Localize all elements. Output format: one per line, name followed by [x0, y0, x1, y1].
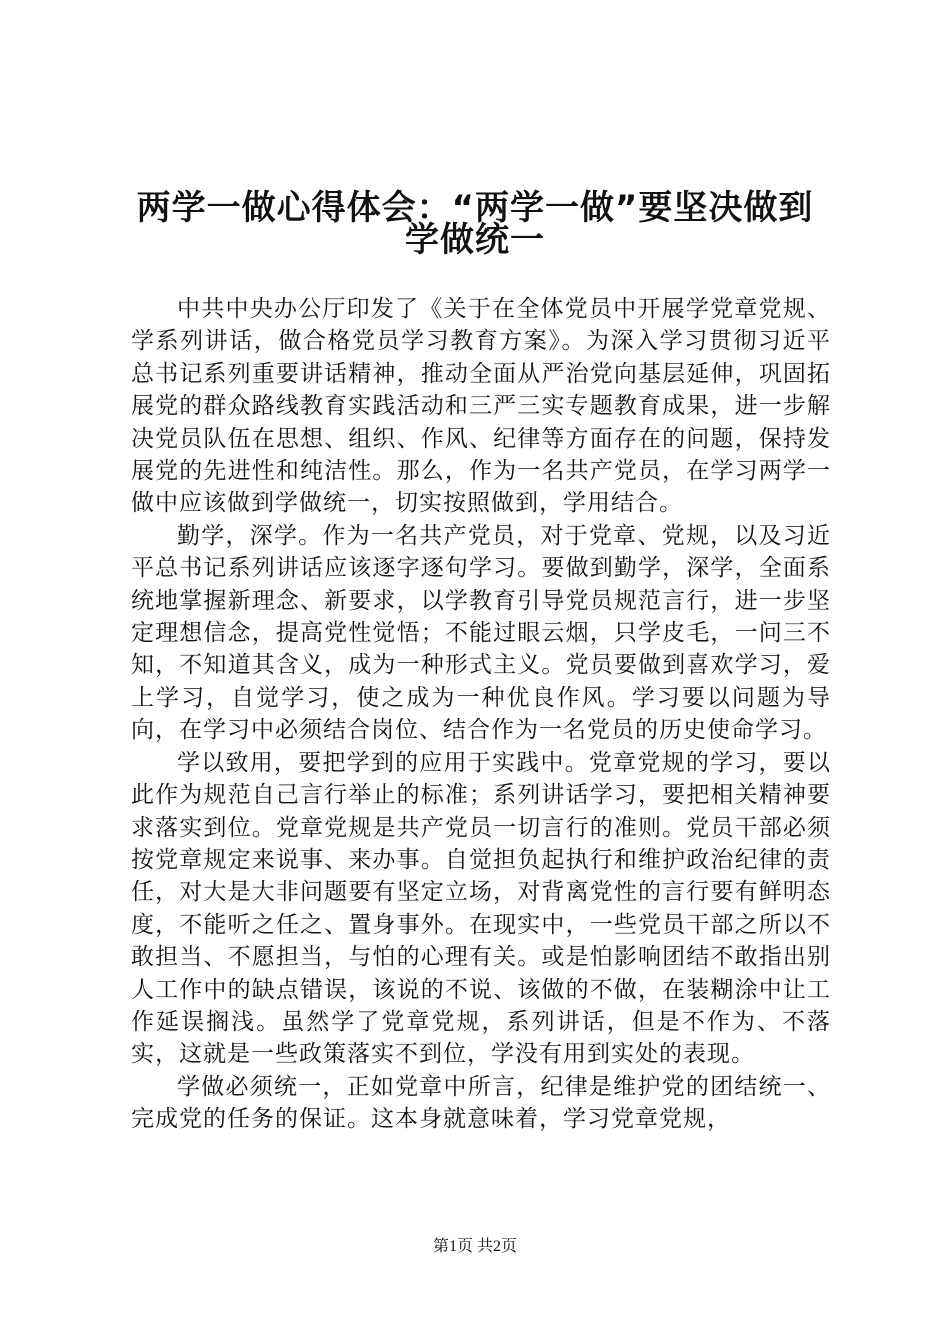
- page-footer: 第1页 共2页: [432, 1238, 517, 1255]
- document-title-line-1: 两学一做心得体会：“两学一做”要坚决做到: [136, 188, 814, 228]
- body-paragraph: 勤学，深学。作为一名共产党员，对于党章、党规，以及习近平总书记系列讲话应该逐字逐句学习。要做到勤学，深学，全面系统地掌握新理念、新要求，以学教育引导党员规范言行，进一步坚定理想信念，提高党性觉悟；不能过眼云烟，只学皮毛，一问三不知，不知道其含义，成为一种形式主义。党员要做到喜欢学习，爱上学习，自觉学习，使之成为一种优良作风。学习要以问题为导向，在学习中必须结合岗位、结合作为一名党员的历史使命学习。: [131, 522, 831, 744]
- body-paragraph: 学以致用，要把学到的应用于实践中。党章党规的学习，要以此作为规范自己言行举止的标准；系列讲话学习，要把相关精神要求落实到位。党章党规是共产党员一切言行的准则。党员干部必须按党章规定来说事、来办事。自觉担负起执行和维护政治纪律的责任，对大是大非问题要有坚定立场，对背离党性的言行要有鲜明态度，不能听之任之、置身事外。在现实中，一些党员干部之所以不敢担当、不愿担当，与怕的心理有关。或是怕影响团结不敢指出别人工作中的缺点错误，该说的不说、该做的不做，在装糊涂中让工作延误搁浅。虽然学了党章党规，系列讲话，但是不作为、不落实，这就是一些政策落实不到位，学没有用到实处的表现。: [131, 749, 831, 1068]
- document-title-line-2: 学做统一: [405, 220, 545, 260]
- body-paragraph: 中共中央办公厅印发了《关于在全体党员中开展学党章党规、学系列讲话，做合格党员学习教育方案》。为深入学习贯彻习近平总书记系列重要讲话精神，推动全面从严治党向基层延伸，巩固拓展党的群众路线教育实践活动和三严三实专题教育成果，进一步解决党员队伍在思想、组织、作风、纪律等方面存在的问题，保持发展党的先进性和纯洁性。那么，作为一名共产党员，在学习两学一做中应该做到学做统一，切实按照做到，学用结合。: [131, 296, 831, 517]
- body-paragraph: 学做必须统一，正如党章中所言，纪律是维护党的团结统一、完成党的任务的保证。这本身就意味着，学习党章党规，: [131, 1073, 831, 1133]
- document-body: [131, 293, 831, 1136]
